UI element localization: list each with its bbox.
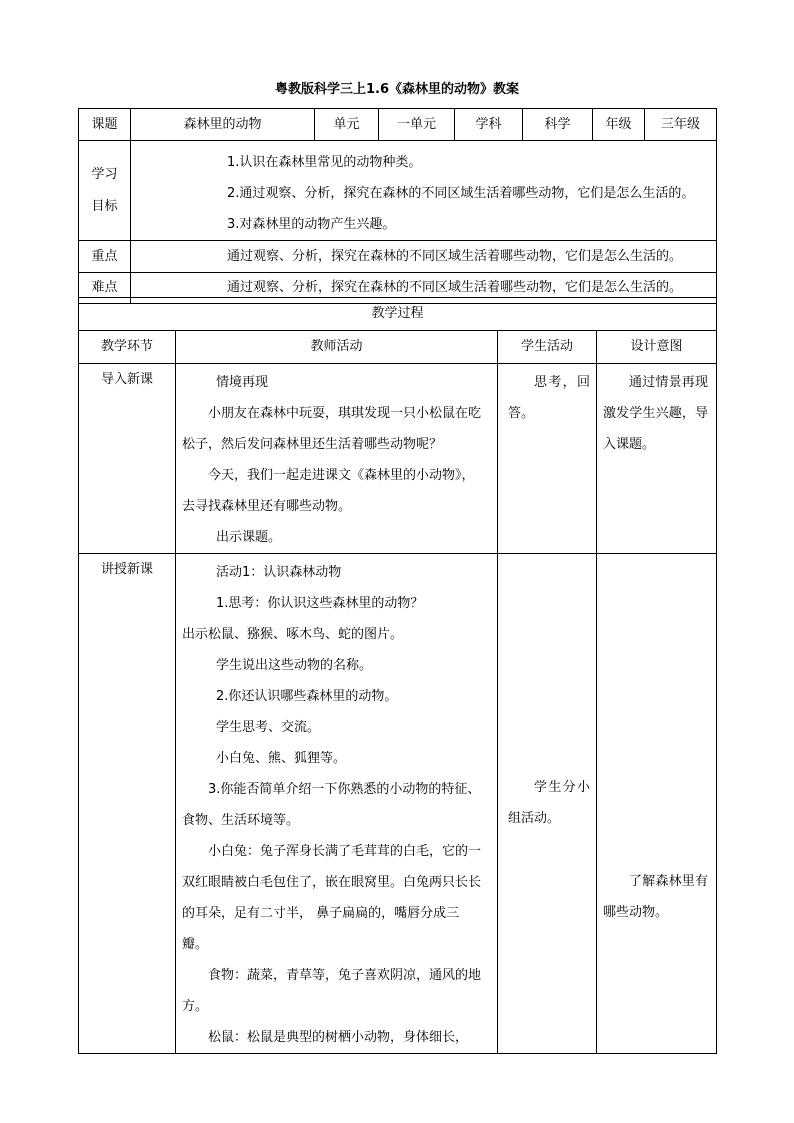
goals-label-line-2: 目标 <box>91 198 118 214</box>
column-header-student: 学生活动 <box>498 331 597 364</box>
teacher-paragraph: 小朋友在森林中玩耍，琪琪发现一只小松鼠在吃松子，然后发问森林里还生活着哪些动物呢？ <box>182 406 482 452</box>
header-row <box>79 109 717 141</box>
process-title: 教学过程 <box>79 298 717 331</box>
grade-value: 三年级 <box>645 109 717 141</box>
teacher-paragraph: 情境再现 <box>216 375 269 390</box>
teacher-paragraph: 食物：蔬菜，青草等，兔子喜欢阴凉，通风的地方。 <box>182 968 482 1014</box>
column-header-stage: 教学环节 <box>79 331 176 364</box>
goals-label-line-1: 学习 <box>91 166 118 182</box>
teacher-paragraph: 活动1：认识森林动物 <box>216 565 342 580</box>
intro-row <box>79 364 717 554</box>
teacher-paragraph: 出示松鼠、猕猴、啄木鸟、蛇的图片。 <box>182 627 404 642</box>
page-title: 粤教版科学三上1.6《森林里的动物》教案 <box>274 82 520 97</box>
subject-label: 学科 <box>455 109 523 141</box>
teacher-paragraph: 1.思考：你认识这些森林里的动物？ <box>216 596 424 611</box>
key-point-row <box>79 241 717 273</box>
design-text: 了解森林里有哪些动物。 <box>603 874 709 920</box>
process-title-row <box>79 298 717 331</box>
goal-item: 2.通过观察、分析，探究在森林的不同区域生活着哪些动物，它们是怎么生活的。 <box>227 186 695 201</box>
teacher-paragraph: 2.你还认识哪些森林里的动物。 <box>216 689 398 704</box>
teacher-paragraph: 学生说出这些动物的名称。 <box>216 658 373 673</box>
column-header-teacher: 教师活动 <box>176 331 498 364</box>
intro-teacher-activity <box>176 364 498 554</box>
key-point-label: 重点 <box>79 241 131 273</box>
intro-design-intent <box>597 364 717 554</box>
lecture-row <box>79 554 717 1054</box>
student-text: 学生分小组活动。 <box>508 780 590 826</box>
column-header-row <box>79 331 717 364</box>
grade-label: 年级 <box>593 109 645 141</box>
lecture-student-activity <box>498 554 597 1054</box>
key-point-text: 通过观察、分析，探究在森林的不同区域生活着哪些动物，它们是怎么生活的。 <box>131 241 717 273</box>
teacher-paragraph: 小白兔、熊、狐狸等。 <box>216 751 347 766</box>
teacher-paragraph: 今天，我们一起走进课文《森林里的小动物》，去寻找森林里还有哪些动物。 <box>182 468 475 514</box>
lecture-teacher-activity <box>176 554 498 1054</box>
subject-value: 科学 <box>523 109 593 141</box>
teacher-paragraph: 小白兔：兔子浑身长满了毛茸茸的白毛，它的一双红眼睛被白毛包住了，嵌在眼窝里。白兔两只长长的耳朵，足有二寸半， 鼻子扁扁的，嘴唇分成三瓣。 <box>182 844 482 952</box>
goal-item: 1.认识在森林里常见的动物种类。 <box>227 155 422 170</box>
difficulty-text: 通过观察、分析，探究在森林的不同区域生活着哪些动物，它们是怎么生活的。 <box>131 273 717 304</box>
topic-value: 森林里的动物 <box>131 109 315 141</box>
goals-row <box>79 141 717 241</box>
student-text: 思考，回答。 <box>508 375 590 421</box>
teacher-paragraph: 学生思考、交流。 <box>216 720 321 735</box>
design-text: 通过情景再现激发学生兴趣，导入课题。 <box>603 375 709 452</box>
goals-content <box>131 141 717 241</box>
teacher-paragraph: 松鼠：松鼠是典型的树栖小动物，身体细长， <box>208 1030 469 1045</box>
topic-label: 课题 <box>79 109 131 141</box>
column-header-design: 设计意图 <box>597 331 717 364</box>
goals-label <box>79 141 131 241</box>
intro-stage: 导入新课 <box>79 364 176 554</box>
unit-value: 一单元 <box>379 109 455 141</box>
teaching-process-table <box>78 297 717 1054</box>
teacher-paragraph: 出示课题。 <box>216 530 282 545</box>
lecture-design-intent <box>597 554 717 1054</box>
goal-item: 3.对森林里的动物产生兴趣。 <box>227 217 396 232</box>
intro-student-activity <box>498 364 597 554</box>
lecture-stage: 讲授新课 <box>79 554 176 1054</box>
unit-label: 单元 <box>315 109 379 141</box>
lesson-info-table <box>78 108 717 304</box>
difficulty-label: 难点 <box>79 273 131 304</box>
teacher-paragraph: 3.你能否简单介绍一下你熟悉的小动物的特征、食物、生活环境等。 <box>182 782 481 828</box>
